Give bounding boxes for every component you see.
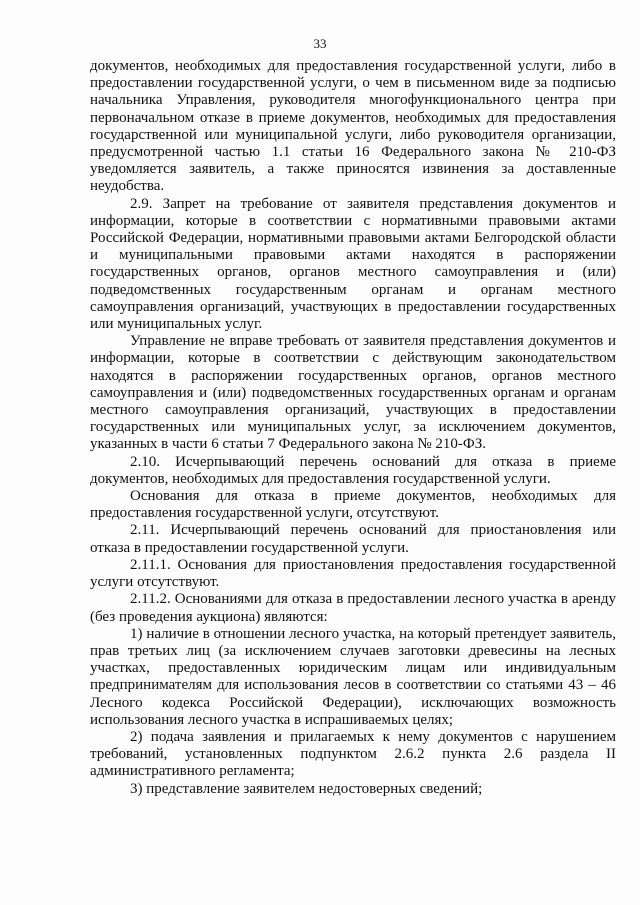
list-item-1: 1) наличие в отношении лесного участка, на который претендует заявитель, прав третьих лиц (за исключением случаев заготовки древесины на лесных участках, предоставленных юридическим лицам или индивидуальным предпринимателям для использования лесов в соответствии со статьями 43 – 46 Лесного кодекса Российской Федерации), исключающих возможность использования лесного участка в испрашиваемых целях;	[90, 625, 616, 728]
paragraph-2-11-1: 2.11.1. Основания для приостановления предоставления государственной услуги отсутствуют.	[90, 556, 616, 591]
paragraph-no-grounds: Основания для отказа в приеме документов, необходимых для предоставления государственной услуги, отсутствуют.	[90, 488, 616, 522]
paragraph-2-11-2: 2.11.2. Основаниями для отказа в предоставлении лесного участка в аренду (без проведения аукциона) являются:	[90, 591, 616, 625]
paragraph-continuation: документов, необходимых для предоставления государственной услуги, либо в предоставлении государственной услуги, о чем в письменном виде за подписью начальника Управления, руководителя многофункционального центра при первоначальном отказе в приеме документов, необходимых для предоставления государственной или муниципальной услуги, либо руководителя организации, предусмотренной частью 1.1 статьи 16 Федерального закона № 210-ФЗ уведомляется заявитель, а также приносятся извинения за доставленные неудобства.	[90, 58, 616, 195]
list-item-2: 2) подача заявления и прилагаемых к нему документов с нарушением требований, установленных подпунктом 2.6.2 пункта 2.6 раздела II административного регламента;	[90, 728, 616, 780]
paragraph-2-10: 2.10. Исчерпывающий перечень оснований для отказа в приеме документов, необходимых для предоставления государственной услуги.	[90, 453, 616, 487]
paragraph-2-9: 2.9. Запрет на требование от заявителя представления документов и информации, которые в соответствии с нормативными правовыми актами Российской Федерации, нормативными правовыми актами Белгородской области и муниципальными правовыми актами находятся в распоряжении государственных органов, органов местного самоуправления и (или) подведомственных государственным органам и органам местного самоуправления организаций, участвующих в предоставлении государственных или муниципальных услуг.	[90, 195, 616, 333]
page-number: 33	[313, 36, 327, 51]
paragraph-management-restriction: Управление не вправе требовать от заявителя представления документов и информации, которые в соответствии с действующим законодательством находятся в распоряжении государственных органов, органов местного самоуправления и (или) подведомственных государственных органам и органам местного самоуправления организаций, участвующих в предоставлении государственных или муниципальных услуг, за исключением документов, указанных в части 6 статьи 7 Федерального закона № 210-ФЗ.	[90, 333, 616, 453]
list-item-3: 3) представление заявителем недостоверных сведений;	[130, 780, 483, 797]
document-body	[90, 58, 616, 798]
paragraph-2-11: 2.11. Исчерпывающий перечень оснований для приостановления или отказа в предоставлении государственной услуги.	[90, 522, 616, 556]
